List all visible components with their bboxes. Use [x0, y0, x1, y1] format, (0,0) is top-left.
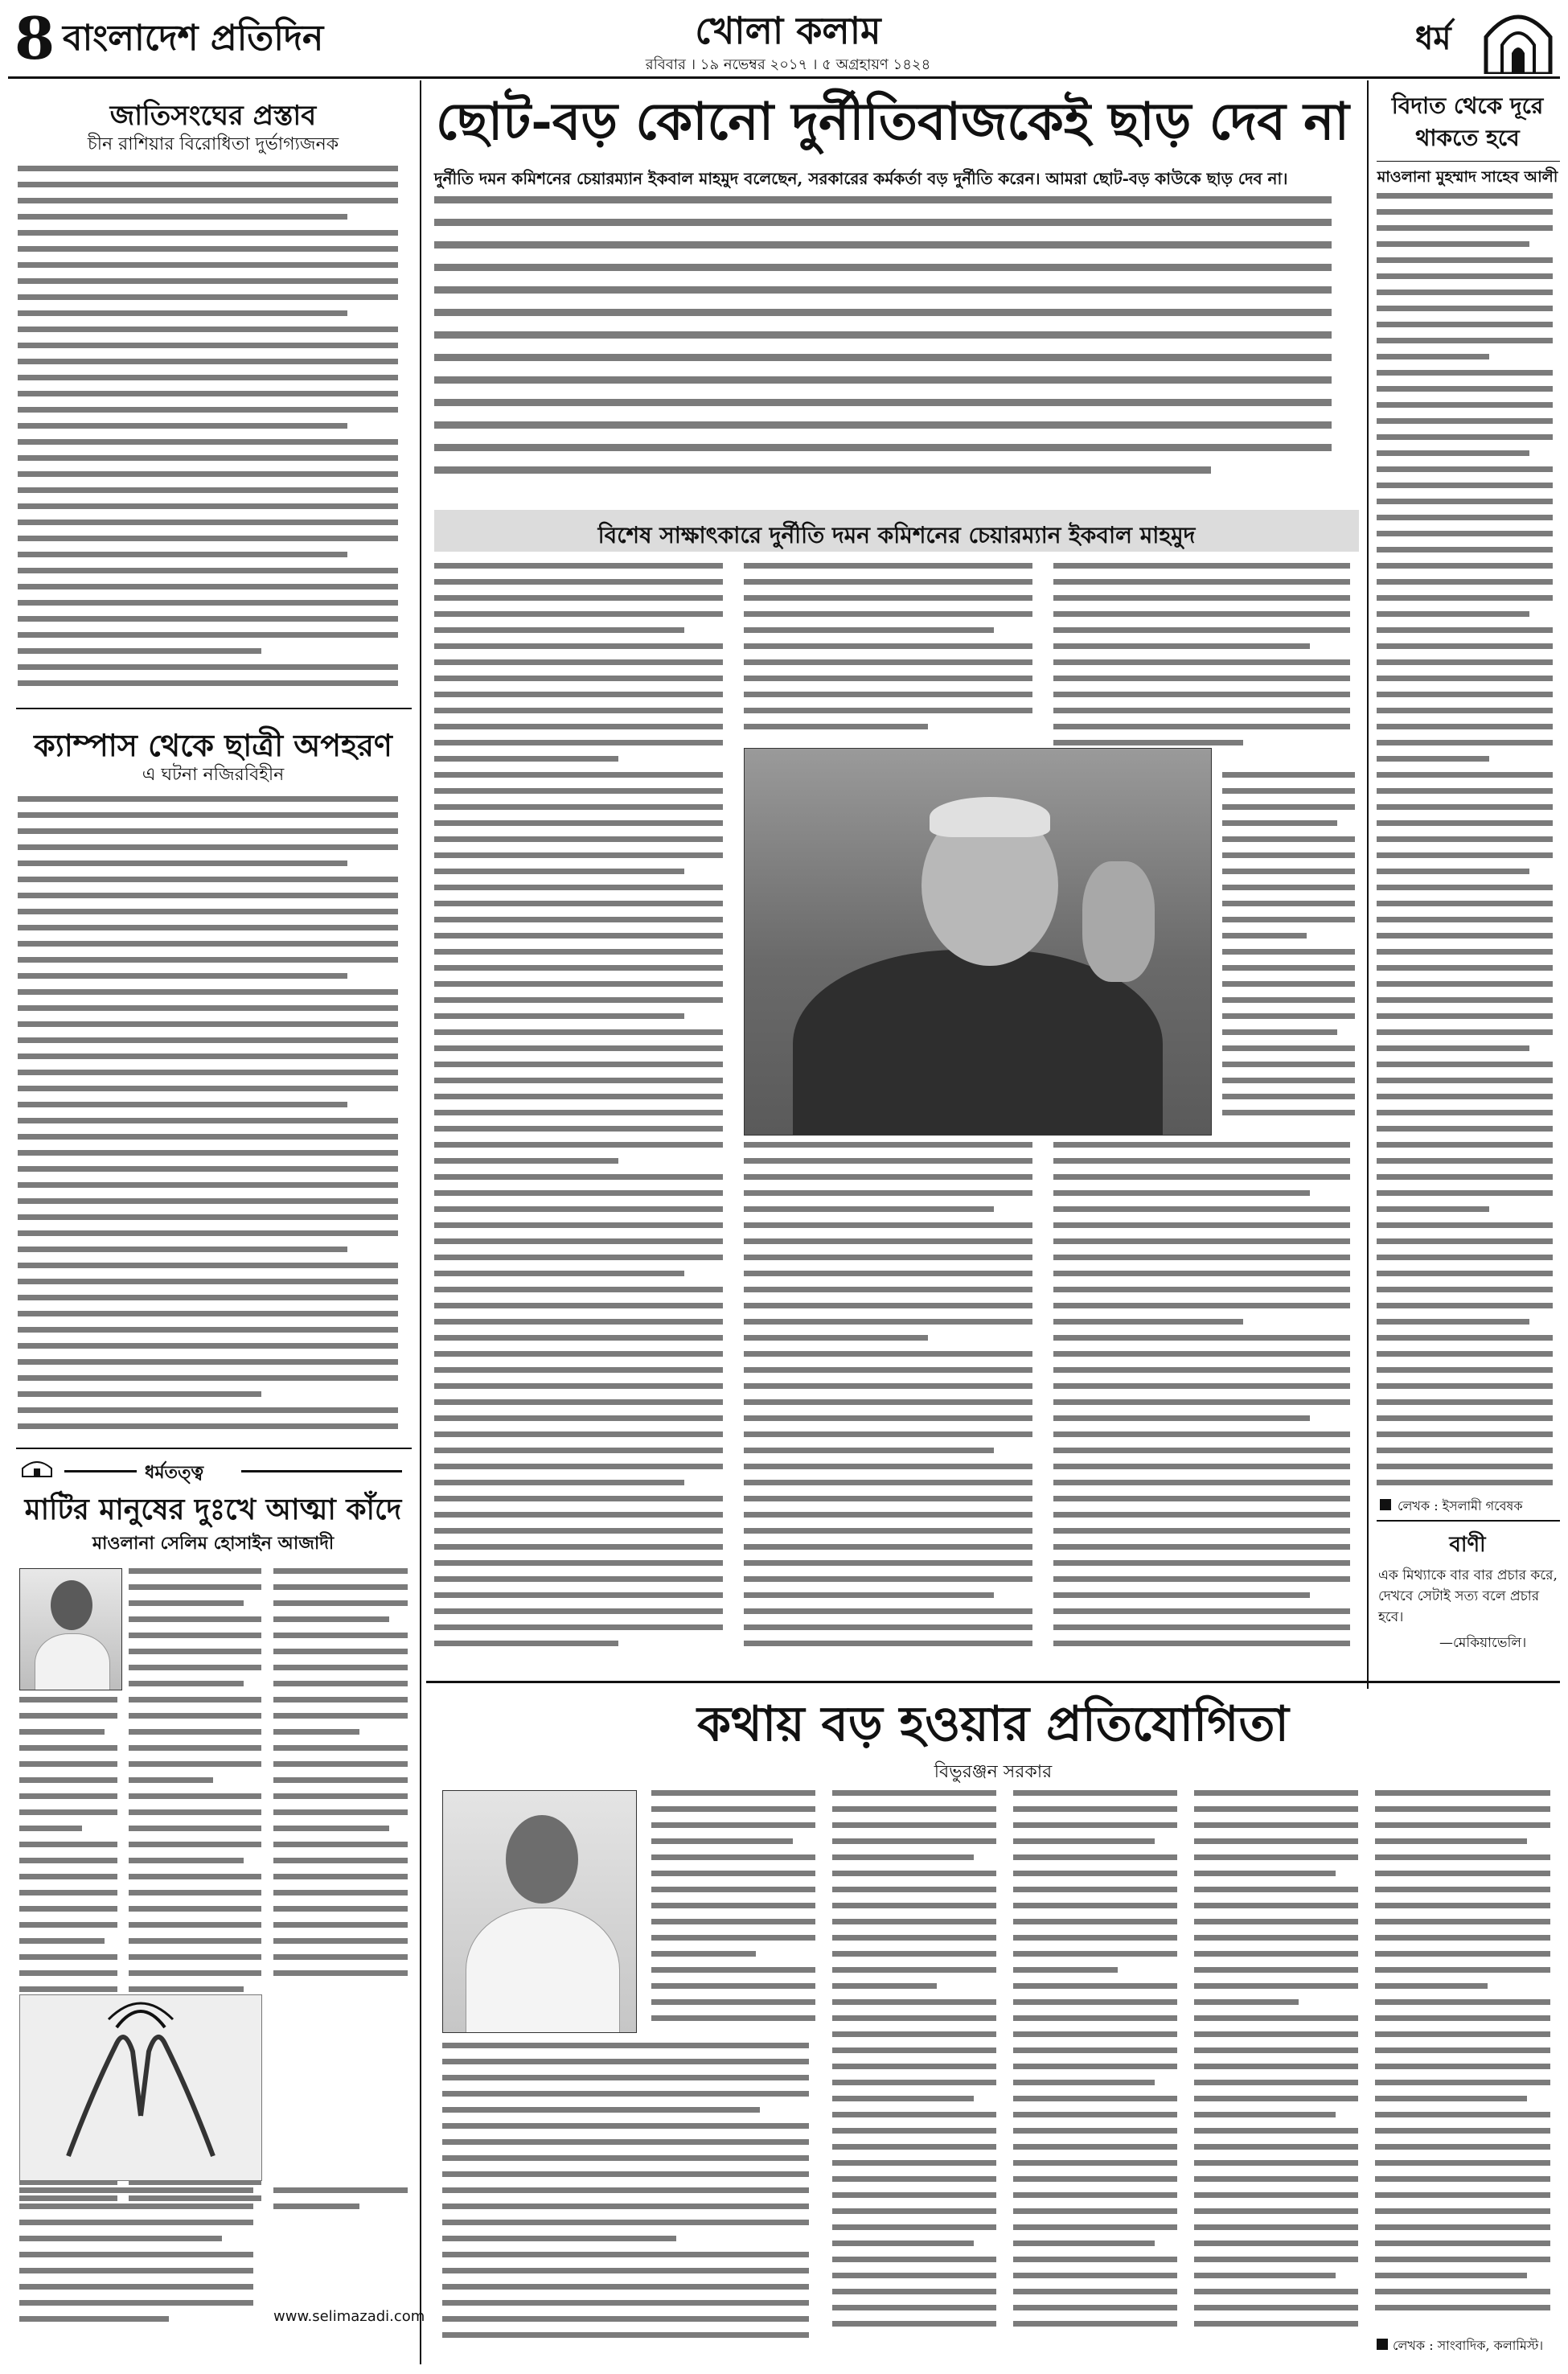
columnist-photo	[442, 1790, 637, 2033]
prayer-hands-illustration	[19, 1994, 262, 2181]
right-writer-rule	[1377, 1520, 1560, 1522]
bottom-col-5	[1375, 1790, 1556, 2329]
right-writer-label: লেখক : ইসলামী গবেষক	[1398, 1498, 1523, 1514]
mosque-icon	[1478, 5, 1558, 74]
bottom-col-4	[1194, 1790, 1363, 2356]
bottom-col-0-lower	[442, 2043, 820, 2356]
section-label-dharma: ধর্ম	[1415, 19, 1451, 57]
main-intro-body	[434, 196, 1359, 502]
bani-source: —মেকিয়াভেলি।	[1439, 1635, 1527, 1651]
story1-title: জাতিসংঘের প্রস্তাব	[109, 100, 317, 132]
paper-name: বাংলাদেশ প্রতিদিন	[63, 18, 324, 59]
bottom-byline: বিভুরঞ্জন সরকার	[934, 1762, 1053, 1782]
section-title: খোলা কলাম	[695, 9, 881, 52]
website-link[interactable]: www.selimazadi.com	[273, 2308, 425, 2325]
bottom-writer-bullet	[1377, 2339, 1388, 2350]
main-col-2-bottom	[744, 1142, 1041, 1665]
main-col-3-top	[1053, 563, 1359, 764]
right-byline: মাওলানা মুহম্মাদ সাহেব আলী	[1377, 168, 1558, 186]
interview-banner: বিশেষ সাক্ষাৎকারে দুর্নীতি দমন কমিশনের চেয়ারম্যান ইকবাল মাহমুদ	[597, 522, 1196, 548]
bottom-headline: কথায় বড় হওয়ার প্রতিযোগিতা	[697, 1696, 1289, 1752]
right-writer-bullet	[1380, 1499, 1391, 1510]
dharma-ornament-icon	[21, 1460, 53, 1478]
story2-divider	[16, 1448, 412, 1449]
story2-subtitle: এ ঘটনা নজিরবিহীন	[142, 765, 285, 785]
bani-text: এক মিথ্যাকে বার বার প্রচার করে, দেখবে সেটাই সত্য বলে প্রচার হবে।	[1378, 1567, 1558, 1625]
story1-divider	[16, 708, 412, 709]
bani-label: বাণী	[1449, 1533, 1486, 1557]
story3-body-b	[273, 1568, 412, 1986]
left-column-rule	[420, 80, 421, 2364]
bottom-col-1	[651, 1790, 820, 2031]
dharma-rule-right	[241, 1470, 402, 1472]
author-photo	[19, 1568, 122, 1690]
main-col-1	[434, 563, 732, 1665]
right-title-rule	[1377, 161, 1560, 162]
story3-byline: মাওলানা সেলিম হোসাইন আজাদী	[92, 1533, 335, 1554]
chairman-photo	[744, 748, 1212, 1136]
main-story-bottom-rule	[426, 1681, 1560, 1683]
main-col-3-bottom	[1053, 1142, 1359, 1665]
right-body	[1377, 193, 1558, 1488]
story3-title: মাটির মানুষের দুঃখে আত্মা কাঁদে	[24, 1493, 402, 1526]
story3-body-e	[19, 2187, 261, 2348]
main-col-3-mid	[1222, 772, 1359, 1134]
right-column-rule	[1367, 80, 1369, 1689]
story3-body-d	[273, 2187, 412, 2228]
story2-title: ক্যাম্পাস থেকে ছাত্রী অপহরণ	[34, 727, 392, 763]
bottom-col-3	[1013, 1790, 1182, 2356]
dateline: রবিবার । ১৯ নভেম্বর ২০১৭ । ৫ অগ্রহায়ণ ১৪২৪	[645, 56, 931, 73]
story1-subtitle: চীন রাশিয়ার বিরোধিতা দুর্ভাগ্যজনক	[87, 134, 339, 154]
right-title: বিদাত থেকে দূরে থাকতে হবে	[1391, 92, 1544, 151]
story2-body	[18, 796, 410, 1440]
masthead-rule	[8, 76, 1560, 79]
page-number: 8	[14, 4, 55, 72]
main-col-2-top	[744, 563, 1041, 740]
story1-body	[18, 166, 410, 704]
bottom-col-2	[832, 1790, 1001, 2356]
dharma-label: ধর্মতত্ত্ব	[145, 1462, 204, 1483]
main-headline: ছোট-বড় কোনো দুর্নীতিবাজকেই ছাড় দেব না	[436, 92, 1349, 152]
bottom-writer-label: লেখক : সাংবাদিক, কলামিস্ট।	[1393, 2338, 1544, 2353]
main-intro-lead: দুর্নীতি দমন কমিশনের চেয়ারম্যান ইকবাল মাহমুদ বলেছেন, সরকারের কর্মকর্তা বড় দুর্নীতি করেন। আমরা ছোট-বড় কাউকে ছাড় দেব না।	[434, 169, 1288, 188]
dharma-rule	[64, 1470, 137, 1472]
